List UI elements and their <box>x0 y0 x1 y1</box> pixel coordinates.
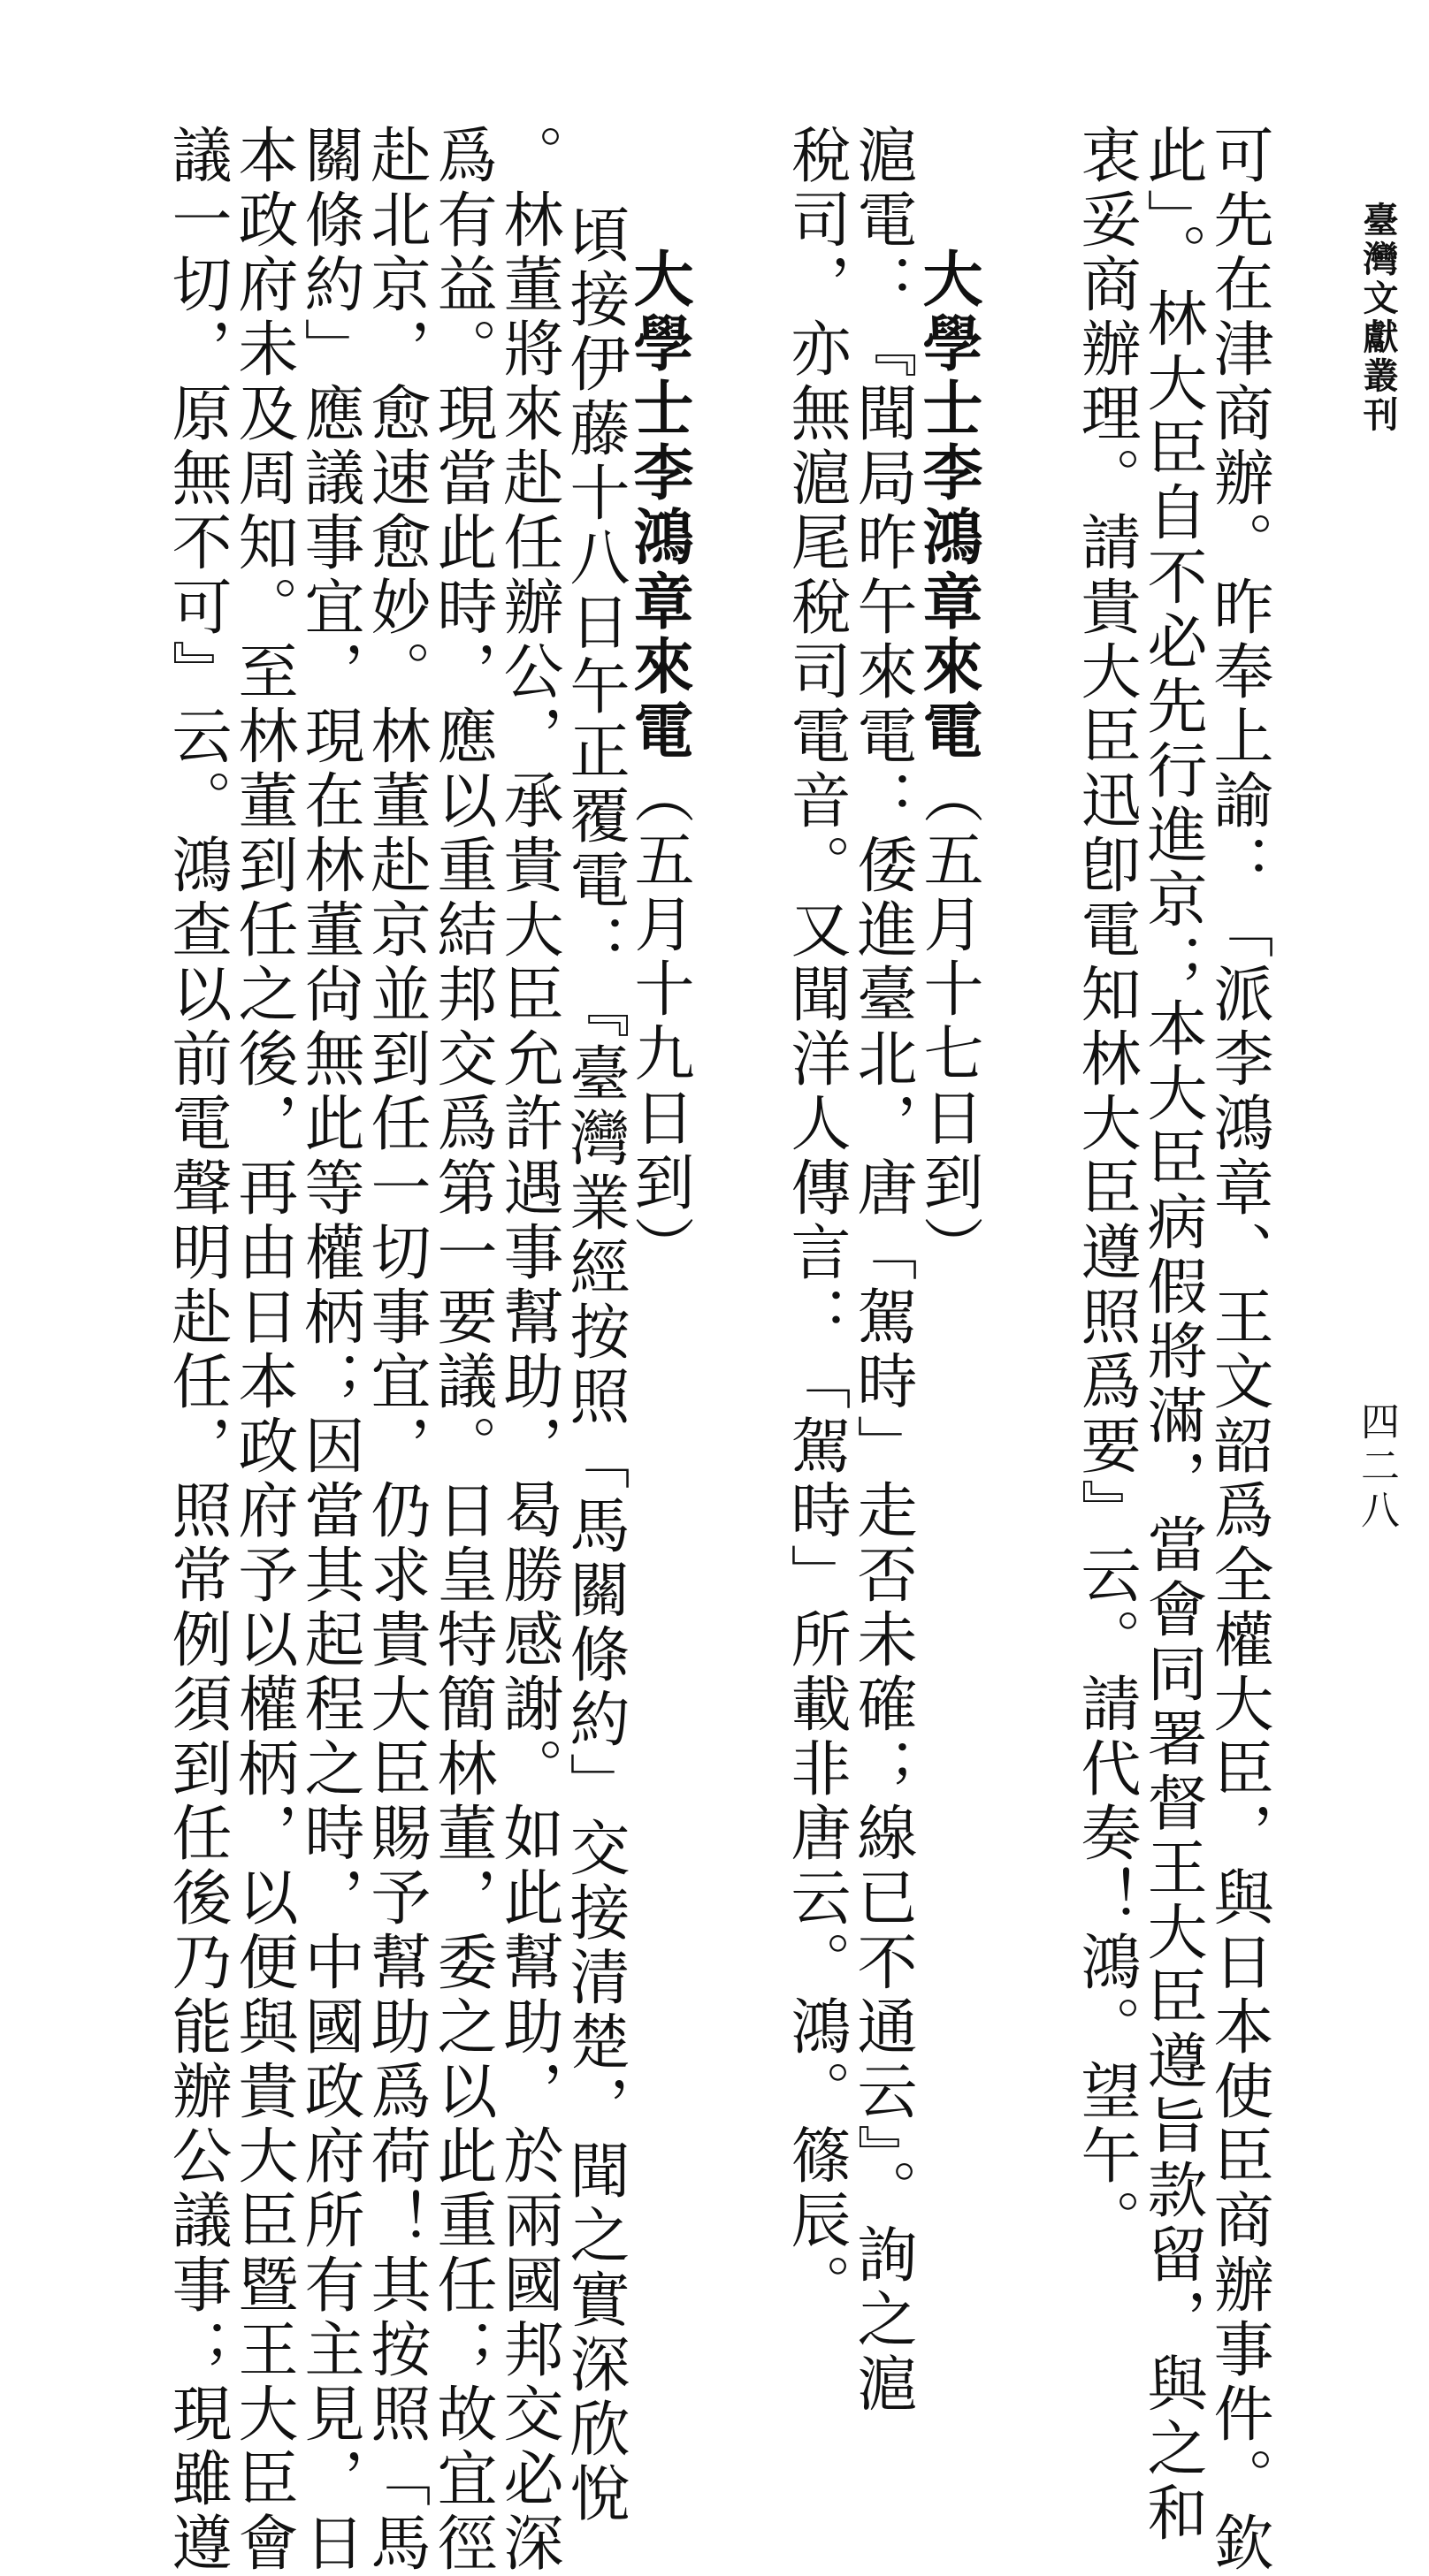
text-column: 關條約」應議事宜，現在林董尙無此等權柄；因當其起程之時，中國政府所有主見，日 <box>294 124 364 2576</box>
heading-title: 大學士李鴻章來電 <box>623 248 694 764</box>
text-column: 滬電：『聞局昨午來電：倭進臺北，唐「駕時」走否未確；線已不通云』。詢之滬 <box>847 124 917 2417</box>
heading-date: （五月十七日到） <box>913 764 983 1280</box>
text-column: 稅司，亦無滬尾稅司電音。又聞洋人傳言：「駕時」所載非唐云。鴻。篠辰。 <box>781 124 851 2318</box>
text-column: 赴北京，愈速愈妙。林董赴京並到任一切事宜，仍求貴大臣賜予幫助爲荷！其按照「馬 <box>361 124 431 2576</box>
text-column: 議一切，原無不可』云。鴻查以前電聲明赴任，照常例須到任後乃能辦公議事；現雖遵 <box>162 124 232 2576</box>
section-heading <box>623 248 694 1280</box>
text-column: 。林董將來赴任辦公，承貴大臣允許遇事幫助，曷勝感謝。如此幫助，於兩國邦交必深 <box>493 124 563 2576</box>
text-column: 可先在津商辦。昨奉上諭：「派李鴻章、王文韶爲全權大臣，與日本使臣商辦事件。欽 <box>1204 124 1273 2576</box>
page-number: 四二八 <box>1354 1401 1399 1534</box>
text-column: 衷妥商辦理。請貴大臣迅卽電知林大臣遵照爲要』云。請代奏！鴻。望午。 <box>1071 124 1141 2253</box>
running-header-title: 臺灣文獻叢刊 <box>1357 202 1399 435</box>
heading-title: 大學士李鴻章來電 <box>913 248 983 764</box>
text-column: 頃接伊藤十八日午正覆電：『臺灣業經按照「馬關條約」交接清楚，聞之實深欣悅 <box>560 203 630 2526</box>
heading-date: （五月十九日到） <box>624 764 694 1280</box>
section-heading <box>913 248 983 1280</box>
text-column: 此」。林大臣自不必先行進京；本大臣病假將滿，當會同署督王大臣遵旨款留，與之和 <box>1137 124 1207 2546</box>
text-column: 本政府未及周知。至林董到任之後，再由日本政府予以權柄，以便與貴大臣暨王大臣會 <box>228 124 298 2576</box>
text-column: 爲有益。現當此時，應以重結邦交爲第一要議。日皇特簡林董，委之以此重任；故宜徑 <box>427 124 497 2576</box>
